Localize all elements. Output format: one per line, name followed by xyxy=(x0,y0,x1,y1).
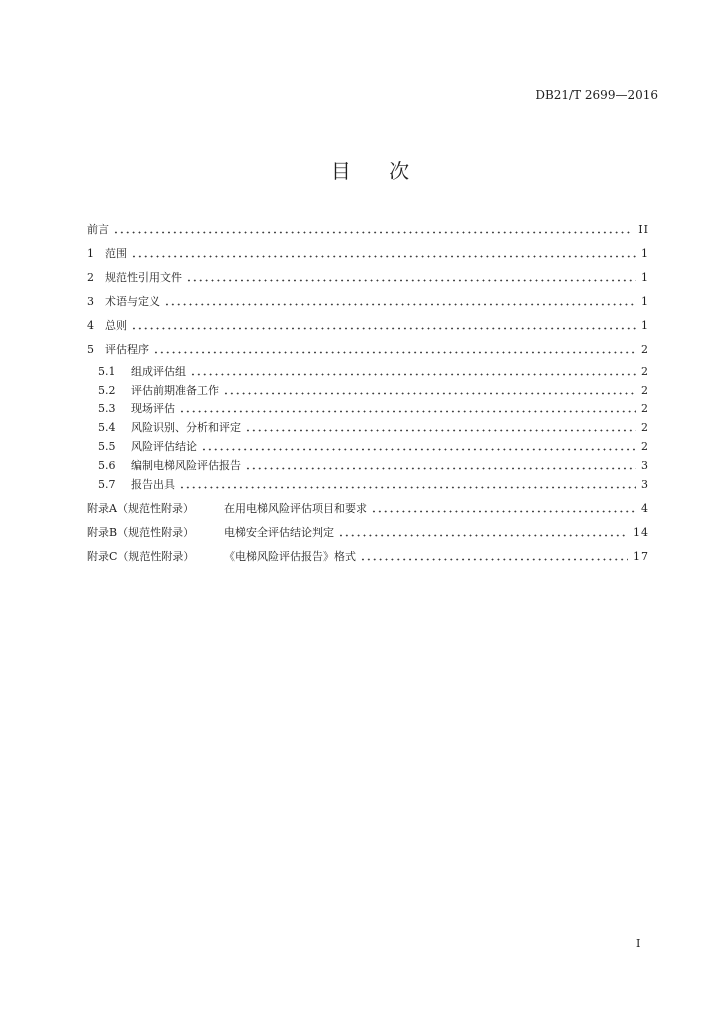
toc-entry-5-3 xyxy=(98,400,649,416)
page-number: I xyxy=(636,937,641,950)
toc-entry-page: 14 xyxy=(633,526,649,539)
dot-leader xyxy=(201,443,636,451)
toc-entry-label: 评估程序 xyxy=(105,343,149,356)
toc-entry-number: 1 xyxy=(87,247,94,260)
toc-entry-label: 电梯安全评估结论判定 xyxy=(224,526,334,539)
toc-entry-5-6 xyxy=(98,457,649,473)
toc-entry-5-4 xyxy=(98,419,649,435)
toc-entry-label: 报告出具 xyxy=(131,478,175,491)
toc-entry-number: 5.5 xyxy=(98,440,116,453)
toc-entry-number: 5.3 xyxy=(98,402,116,415)
toc-entry-5-1 xyxy=(98,363,649,379)
toc-entry-5 xyxy=(87,341,649,357)
dot-leader xyxy=(131,322,636,330)
toc-entry-page: 1 xyxy=(641,295,649,308)
toc-entry-page: 3 xyxy=(641,459,649,472)
toc-entry-page: 4 xyxy=(641,502,649,515)
toc-entry-label: 规范性引用文件 xyxy=(105,271,182,284)
toc-entry-label: 前言 xyxy=(87,223,109,236)
toc-entry-2 xyxy=(87,269,649,285)
toc-entry-5-7 xyxy=(98,476,649,492)
toc-entry-page: II xyxy=(638,223,649,236)
toc-entry-page: 3 xyxy=(641,478,649,491)
toc-entry-label: 编制电梯风险评估报告 xyxy=(131,459,241,472)
toc-entry-number: 附录C（规范性附录） xyxy=(87,550,195,563)
toc-entry-number: 5.7 xyxy=(98,478,116,491)
toc-entry-label: 风险识别、分析和评定 xyxy=(131,421,241,434)
document-code: DB21/T 2699—2016 xyxy=(535,88,658,102)
toc-entry-appendix-b xyxy=(87,524,649,540)
toc-entry-number: 附录B（规范性附录） xyxy=(87,526,195,539)
dot-leader xyxy=(371,505,636,513)
dot-leader xyxy=(245,462,636,470)
dot-leader xyxy=(179,405,636,413)
toc-entry-label: 总则 xyxy=(105,319,127,332)
dot-leader xyxy=(190,368,636,376)
toc-entry-number: 5.1 xyxy=(98,365,116,378)
toc-entry-number: 2 xyxy=(87,271,94,284)
toc-entry-3 xyxy=(87,293,649,309)
toc-entry-page: 2 xyxy=(641,402,649,415)
dot-leader xyxy=(153,346,636,354)
toc-entry-label: 评估前期准备工作 xyxy=(131,384,219,397)
toc-title: 目 次 xyxy=(330,159,426,183)
toc-entry-number: 3 xyxy=(87,295,94,308)
toc-entry-label: 组成评估组 xyxy=(131,365,186,378)
toc-entry-1 xyxy=(87,245,649,261)
toc-entry-5-5 xyxy=(98,438,649,454)
toc-entry-number: 5 xyxy=(87,343,94,356)
toc-entry-4 xyxy=(87,317,649,333)
toc-entry-page: 1 xyxy=(641,319,649,332)
toc-entry-number: 5.4 xyxy=(98,421,116,434)
dot-leader xyxy=(131,250,636,258)
dot-leader xyxy=(113,226,633,234)
toc-entry-number: 附录A（规范性附录） xyxy=(87,502,194,515)
toc-entry-appendix-c xyxy=(87,548,649,564)
toc-entry-preface xyxy=(87,221,649,237)
toc-entry-page: 1 xyxy=(641,271,649,284)
toc-entry-label: 在用电梯风险评估项目和要求 xyxy=(224,502,367,515)
dot-leader xyxy=(186,274,636,282)
toc-entry-page: 2 xyxy=(641,343,649,356)
toc-entry-appendix-a xyxy=(87,500,649,516)
toc-entry-page: 2 xyxy=(641,365,649,378)
toc-entry-page: 1 xyxy=(641,247,649,260)
dot-leader xyxy=(360,553,628,561)
toc-entry-page: 17 xyxy=(633,550,649,563)
toc-entry-page: 2 xyxy=(641,384,649,397)
toc-entry-5-2 xyxy=(98,382,649,398)
toc-entry-number: 5.6 xyxy=(98,459,116,472)
dot-leader xyxy=(338,529,628,537)
toc-entry-number: 5.2 xyxy=(98,384,116,397)
toc-entry-label: 现场评估 xyxy=(131,402,175,415)
toc-entry-page: 2 xyxy=(641,440,649,453)
toc-entry-number: 4 xyxy=(87,319,94,332)
toc-entry-label: 术语与定义 xyxy=(105,295,160,308)
toc-entry-label: 风险评估结论 xyxy=(131,440,197,453)
dot-leader xyxy=(164,298,636,306)
dot-leader xyxy=(245,424,636,432)
dot-leader xyxy=(179,481,636,489)
toc-entry-label: 范围 xyxy=(105,247,127,260)
dot-leader xyxy=(223,387,636,395)
toc-entry-page: 2 xyxy=(641,421,649,434)
toc-entry-label: 《电梯风险评估报告》格式 xyxy=(224,550,356,563)
